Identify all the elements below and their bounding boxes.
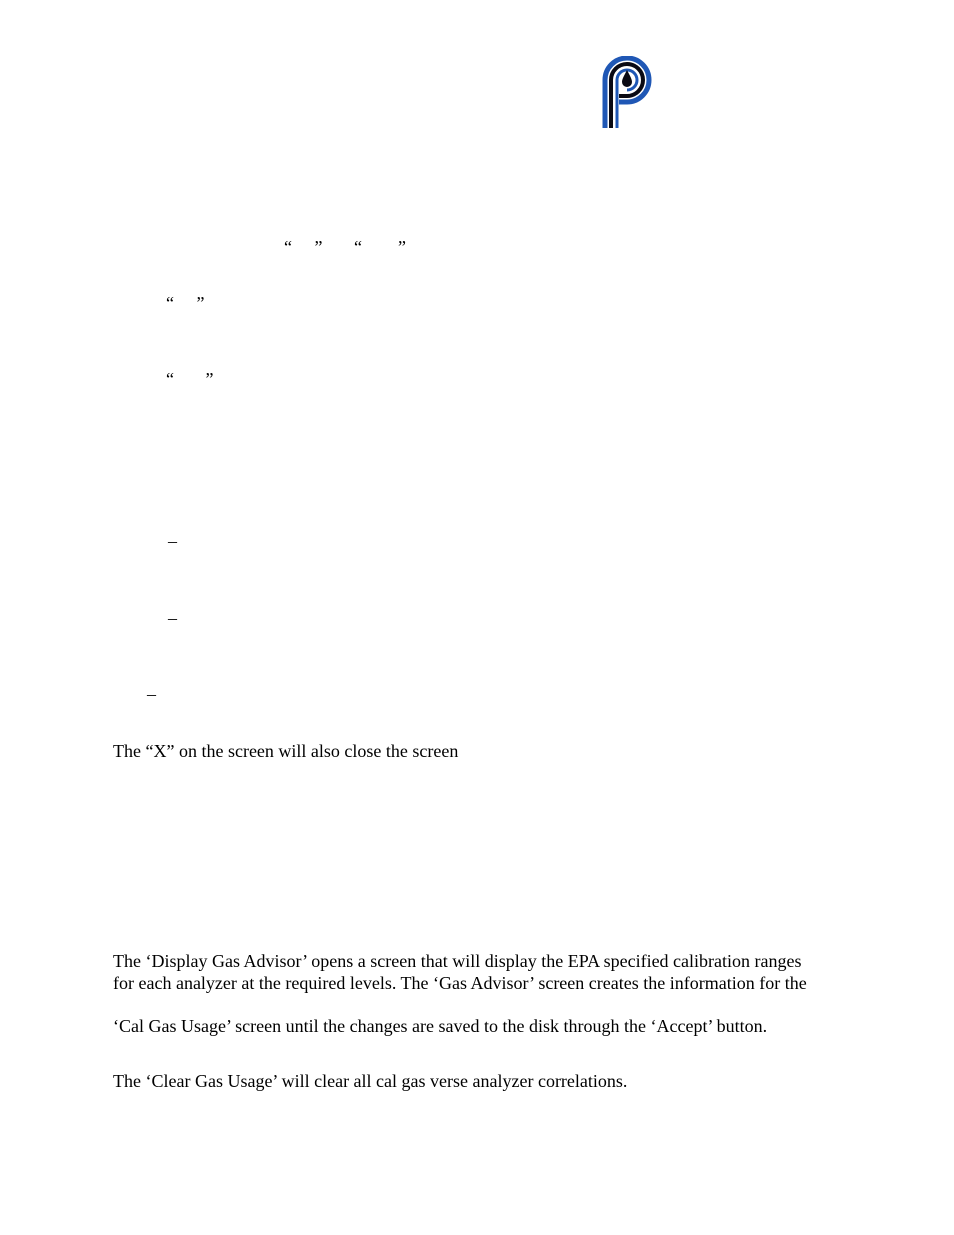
dash-marker-1: – [168, 531, 177, 551]
advisor-paragraph-line-2: for each analyzer at the required levels. The ‘Gas Advisor’ screen creates the information for the [113, 973, 807, 993]
quote-marks-row-1: “ ” “ ” [284, 237, 406, 257]
quote-marks-row-2: “ ” [166, 293, 205, 313]
company-logo-icon [601, 56, 653, 128]
advisor-paragraph-line-1: The ‘Display Gas Advisor’ opens a screen that will display the EPA specified calibration ranges [113, 951, 802, 971]
quote-marks-row-3: “ ” [166, 369, 214, 389]
advisor-paragraph-line-3: ‘Cal Gas Usage’ screen until the changes are saved to the disk through the ‘Accept’ button. [113, 1016, 768, 1036]
x-close-note: The “X” on the screen will also close the screen [113, 741, 459, 761]
dash-marker-3: – [147, 684, 156, 704]
dash-marker-2: – [168, 608, 177, 628]
clear-gas-usage-paragraph: The ‘Clear Gas Usage’ will clear all cal gas verse analyzer correlations. [113, 1071, 628, 1091]
